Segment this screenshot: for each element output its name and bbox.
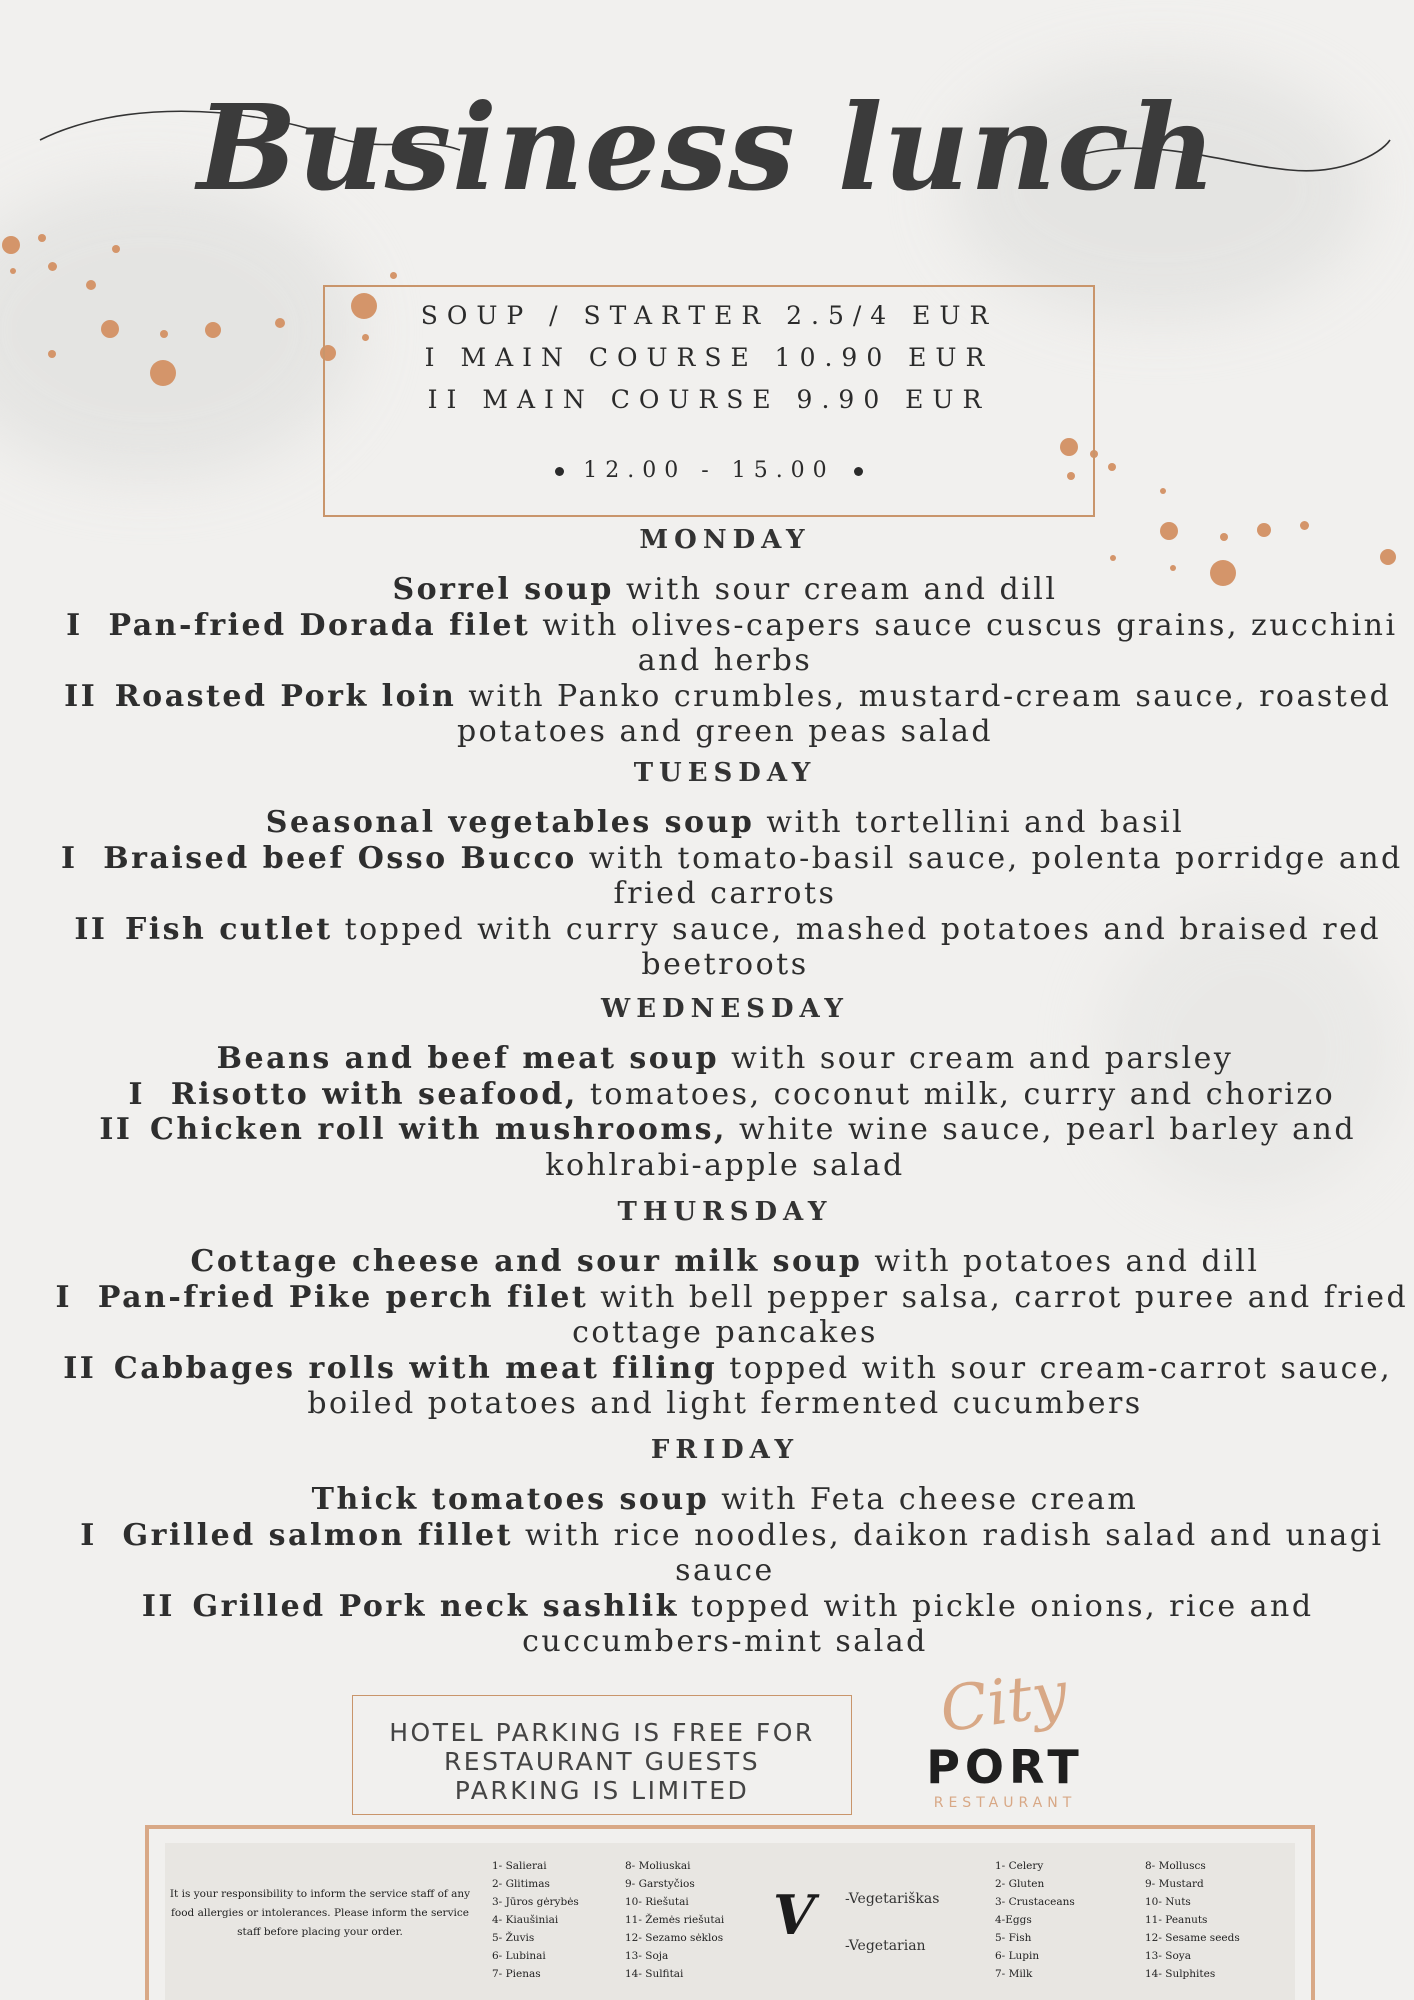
allergen-item: 2- Glitimas: [492, 1878, 550, 1890]
allergen-item: 3- Jūros gėrybės: [492, 1896, 579, 1908]
dish-description: with sour cream and parsley: [731, 1041, 1234, 1076]
allergen-item: 5- Žuvis: [492, 1932, 535, 1944]
course-number: II: [141, 1588, 175, 1624]
soup-item: [40, 805, 1410, 841]
main-course-2-item: [40, 912, 1410, 983]
allergen-item: 14- Sulphites: [1145, 1968, 1216, 1980]
day-heading: MONDAY: [639, 525, 811, 555]
allergen-footer: [145, 1825, 1315, 2000]
allergen-item: 3- Crustaceans: [995, 1896, 1075, 1908]
soup-item: [40, 1482, 1410, 1518]
dish-name: Grilled salmon fillet: [122, 1517, 513, 1553]
parking-line: HOTEL PARKING IS FREE FOR: [389, 1718, 815, 1747]
day-thursday: [40, 1192, 1410, 1430]
course-number: I: [128, 1076, 146, 1112]
allergen-item: 2- Gluten: [995, 1878, 1045, 1890]
allergen-item: 9- Mustard: [1145, 1878, 1204, 1890]
dish-description: with bell pepper salsa, carrot puree and fried cottage pancakes: [572, 1279, 1409, 1350]
serving-hours-text: 12.00 - 15.00: [583, 458, 835, 483]
bullet-icon: [555, 467, 564, 476]
dish-description: with olives-capers sauce cuscus grains, zucchini and herbs: [542, 607, 1398, 678]
allergen-item: 6- Lupin: [995, 1950, 1040, 1962]
allergen-item: 9- Garstyčios: [625, 1878, 695, 1890]
dish-name: Pan-fried Dorada filet: [108, 607, 531, 643]
course-number: I: [80, 1517, 97, 1553]
allergen-item: 4-Eggs: [995, 1914, 1032, 1926]
dish-name: Fish cutlet: [124, 911, 333, 947]
price-main-course-2: II MAIN COURSE 9.90 EUR: [427, 385, 991, 414]
course-number: II: [99, 1112, 133, 1147]
main-course-2-item: [40, 1351, 1410, 1422]
day-friday: [40, 1430, 1410, 1660]
dish-description: white wine sauce, pearl barley and kohlrabi-apple salad: [545, 1112, 1357, 1183]
dish-name: Cottage cheese and sour milk soup: [190, 1244, 863, 1279]
main-course-2-item: [40, 1112, 1410, 1183]
dish-description: with sour cream and dill: [625, 572, 1058, 607]
dish-name: Chicken roll with mushrooms,: [149, 1112, 727, 1147]
dish-name: Roasted Pork loin: [114, 678, 457, 714]
day-monday: [40, 520, 1410, 753]
allergen-item: 1- Celery: [995, 1860, 1044, 1872]
dish-description: with potatoes and dill: [874, 1244, 1260, 1279]
dish-name: Cabbages rolls with meat filing: [113, 1350, 718, 1386]
parking-line: PARKING IS LIMITED: [454, 1776, 750, 1805]
course-number: I: [60, 840, 78, 876]
main-course-1-item: [40, 1518, 1410, 1589]
main-course-1-item: [40, 1280, 1410, 1351]
page-title: Business lunch: [197, 78, 1217, 217]
allergen-item: 4- Kiaušiniai: [492, 1914, 559, 1926]
allergen-item: 12- Sesame seeds: [1145, 1932, 1240, 1944]
allergen-item: 11- Peanuts: [1145, 1914, 1208, 1926]
logo-port: PORT: [926, 1740, 1084, 1794]
dish-description: topped with sour cream-carrot sauce, boiled potatoes and light fermented cucumbers: [307, 1350, 1393, 1421]
price-main-course-1: I MAIN COURSE 10.90 EUR: [424, 343, 994, 372]
vegetarian-icon: V: [773, 1883, 815, 1947]
main-course-2-item: [40, 679, 1410, 750]
allergen-item: 14- Sulfitai: [625, 1968, 684, 1980]
serving-hours: [325, 458, 1093, 483]
soup-item: [40, 1244, 1410, 1280]
soup-item: [40, 1041, 1410, 1077]
allergen-item: 13- Soya: [1145, 1950, 1191, 1962]
dish-name: Pan-fried Pike perch filet: [97, 1279, 589, 1315]
allergen-item: 11- Žemės riešutai: [625, 1914, 725, 1926]
vegetarian-label-lt: -Vegetariškas: [845, 1891, 940, 1907]
course-number: II: [74, 911, 108, 947]
allergen-item: 12- Sezamo sėklos: [625, 1932, 724, 1944]
allergen-item: 8- Molluscs: [1145, 1860, 1206, 1872]
allergen-list-lt-1: [492, 1857, 579, 1983]
course-number: I: [66, 607, 83, 643]
restaurant-logo: [905, 1656, 1105, 1815]
logo-restaurant: RESTAURANT: [933, 1795, 1077, 1811]
dish-description: with Panko crumbles, mustard-cream sauce, roasted potatoes and green peas salad: [456, 678, 1392, 749]
allergen-item: 7- Pienas: [492, 1968, 541, 1980]
parking-line: RESTAURANT GUESTS: [443, 1747, 761, 1776]
dish-description: topped with curry sauce, mashed potatoes and braised red beetroots: [344, 911, 1382, 982]
dish-description: tomatoes, coconut milk, curry and chorizo: [589, 1076, 1336, 1112]
allergen-panel: [165, 1843, 1295, 2000]
dish-name: Braised beef Osso Bucco: [103, 840, 577, 876]
allergen-item: 7- Milk: [995, 1968, 1033, 1980]
allergen-item: 8- Moliuskai: [625, 1860, 691, 1872]
allergen-item: 1- Salierai: [492, 1860, 547, 1872]
allergen-item: 13- Soja: [625, 1950, 669, 1962]
logo-city: City: [935, 1656, 1072, 1747]
main-course-2-item: [40, 1589, 1410, 1660]
price-soup-starter: SOUP / STARTER 2.5/4 EUR: [420, 301, 998, 330]
bullet-icon: [854, 467, 863, 476]
allergen-list-en-1: [995, 1857, 1075, 1983]
day-heading: FRIDAY: [650, 1435, 800, 1465]
dish-description: with tortellini and basil: [766, 805, 1185, 840]
dish-name: Thick tomatoes soup: [311, 1482, 710, 1517]
main-course-1-item: [40, 841, 1410, 912]
day-heading: TUESDAY: [633, 758, 817, 788]
dish-description: with tomato-basil sauce, polenta porridge and fried carrots: [588, 840, 1403, 911]
dish-name: Seasonal vegetables soup: [265, 805, 755, 840]
dish-description: with rice noodles, daikon radish salad and unagi sauce: [524, 1517, 1384, 1588]
course-number: II: [64, 678, 98, 714]
dish-name: Risotto with seafood,: [170, 1076, 578, 1112]
day-heading: WEDNESDAY: [601, 994, 849, 1024]
dish-name: Beans and beef meat soup: [216, 1041, 720, 1076]
main-course-1-item: [40, 1077, 1410, 1113]
day-tuesday: [40, 753, 1410, 989]
course-number: II: [63, 1350, 97, 1386]
allergen-list-en-2: [1145, 1857, 1240, 1983]
allergen-item: 5- Fish: [995, 1932, 1032, 1944]
allergen-list-lt-2: [625, 1857, 724, 1983]
main-course-1-item: [40, 608, 1410, 679]
dish-name: Sorrel soup: [392, 572, 614, 607]
parking-notice: [352, 1695, 852, 1815]
weekly-menu: [40, 520, 1410, 1660]
allergen-item: 10- Riešutai: [625, 1896, 689, 1908]
price-box: [323, 285, 1095, 517]
allergy-notice: It is your responsibility to inform the service staff of any food allergies or intolerances. Please inform the service staff before placing your order.: [169, 1888, 471, 1938]
dish-description: with Feta cheese cream: [721, 1482, 1139, 1517]
allergen-item: 6- Lubinai: [492, 1950, 546, 1962]
allergen-item: 10- Nuts: [1145, 1896, 1191, 1908]
watercolor-wash: [0, 180, 360, 480]
day-wednesday: [40, 989, 1410, 1192]
vegetarian-label-en: -Vegetarian: [845, 1938, 926, 1954]
day-heading: THURSDAY: [617, 1197, 833, 1227]
course-number: I: [55, 1279, 73, 1315]
dish-description: topped with pickle onions, rice and cuccumbers-mint salad: [522, 1588, 1314, 1659]
soup-item: [40, 572, 1410, 608]
dish-name: Grilled Pork neck sashlik: [192, 1588, 679, 1624]
